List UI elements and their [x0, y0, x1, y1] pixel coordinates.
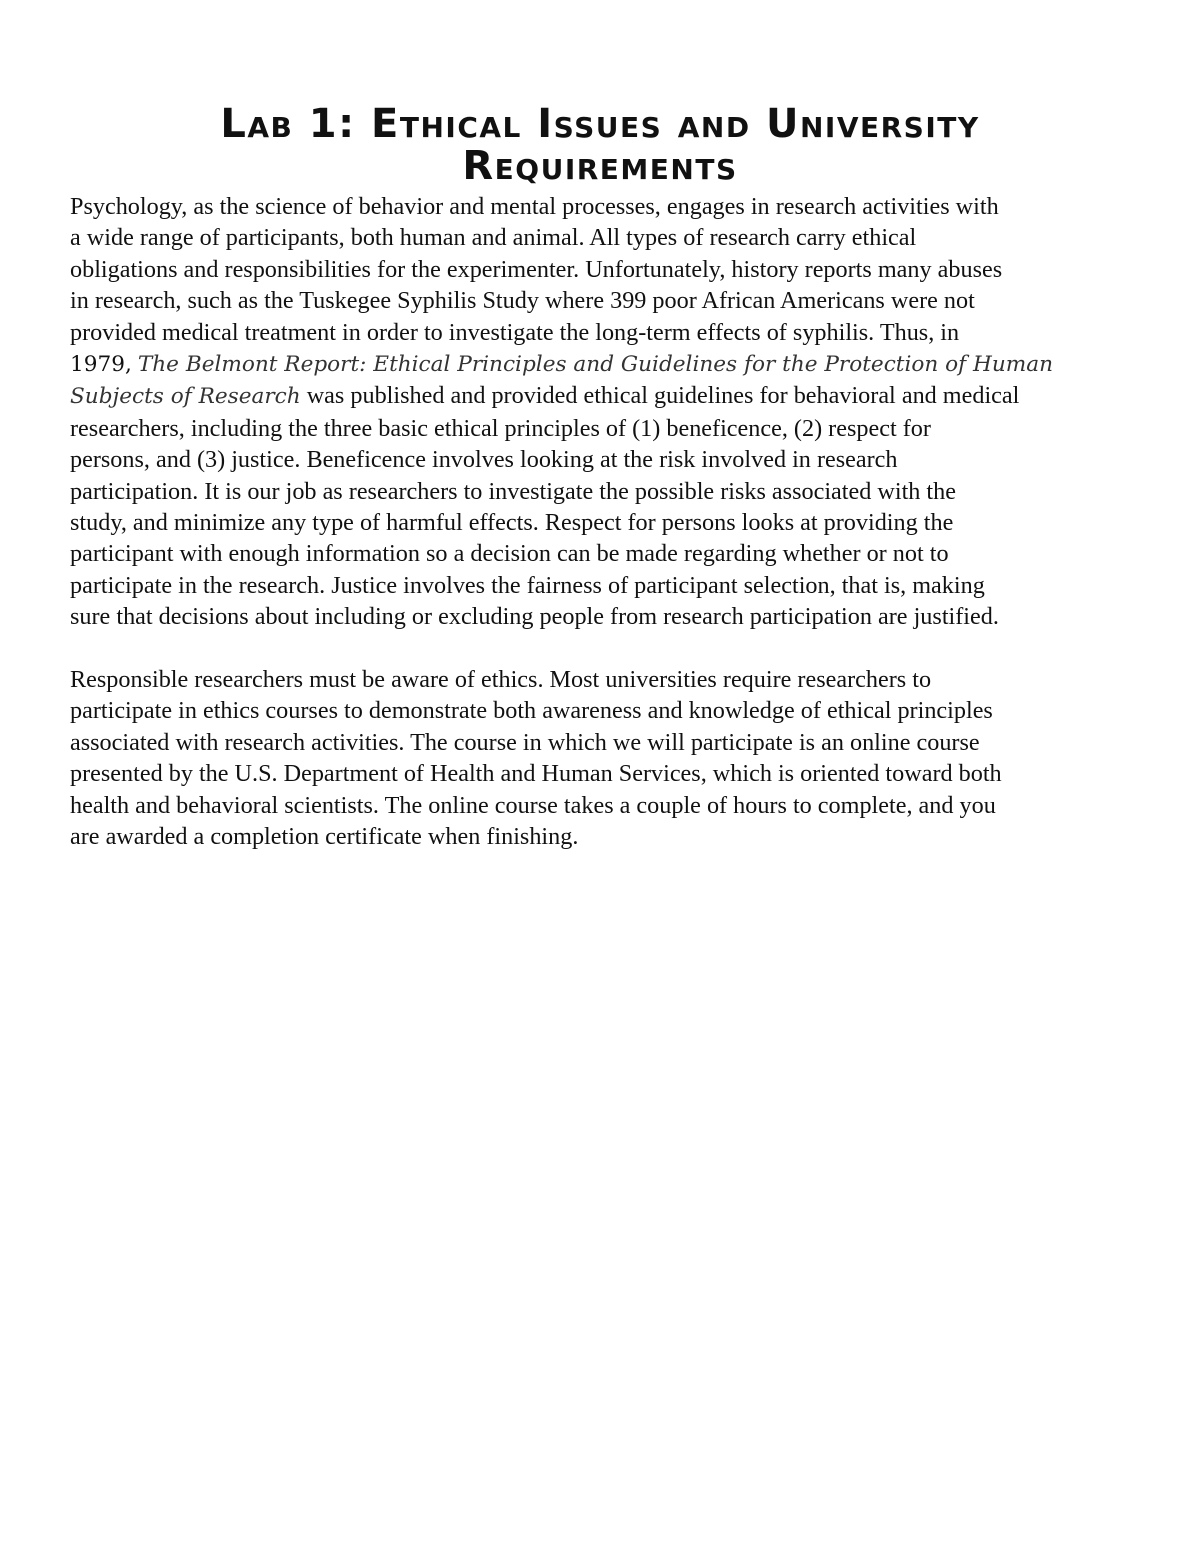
paragraph-ethics-intro: [70, 191, 1140, 633]
text-line: [70, 380, 1140, 412]
text-line: participate in the research. Justice involves the fairness of participant selection, that is, making: [70, 571, 985, 599]
text-line: persons, and (3) justice. Beneficence involves looking at the risk involved in research: [70, 446, 898, 474]
text-line: presented by the U.S. Department of Health and Human Services, which is oriented toward both: [70, 760, 1002, 788]
text-line: are awarded a completion certificate when finishing.: [70, 823, 579, 851]
text-line: health and behavioral scientists. The online course takes a couple of hours to complete, and you: [70, 791, 996, 819]
text-line: Psychology, as the science of behavior and mental processes, engages in research activities with: [70, 193, 999, 220]
report-citation: The Belmont Report: Ethical Principles and Guidelines for the Protection of Human: [137, 352, 1054, 378]
text-line: participation. It is our job as researchers to investigate the possible risks associated with the: [70, 477, 956, 505]
title-line-2: Requirements: [462, 142, 738, 189]
text-line: sure that decisions about including or excluding people from research participation are justified.: [70, 603, 999, 631]
text-line: obligations and responsibilities for the experimenter. Unfortunately, history reports many abuses: [70, 255, 1003, 283]
text-line: provided medical treatment in order to investigate the long-term effects of syphilis. Thus, in: [70, 318, 960, 346]
text-line: in research, such as the Tuskegee Syphilis Study where 399 poor African Americans were not: [70, 287, 975, 315]
text-line: study, and minimize any type of harmful effects. Respect for persons looks at providing the: [70, 509, 954, 537]
text-line: researchers, including the three basic ethical principles of (1) beneficence, (2) respect for: [70, 414, 931, 442]
text-line: a wide range of participants, both human and animal. All types of research carry ethical: [70, 224, 917, 252]
text-line: [70, 348, 1140, 380]
page-title: [0, 100, 1200, 189]
report-citation-cont: Subjects of Research: [70, 384, 301, 410]
report-year: 1979,: [70, 352, 132, 378]
text-line: participate in ethics courses to demonstrate both awareness and knowledge of ethical principles: [70, 697, 993, 725]
document-body: [70, 191, 1140, 853]
text-line: associated with research activities. The course in which we will participate is an online course: [70, 728, 980, 756]
text-fragment: was published and provided ethical guidelines for behavioral and medical: [306, 382, 1020, 410]
paragraph-university-requirements: [70, 664, 1140, 852]
text-line: Responsible researchers must be aware of ethics. Most universities require researchers to: [70, 666, 932, 694]
title-line-1: Lab 1: Ethical Issues and University: [220, 100, 980, 147]
text-line: participant with enough information so a decision can be made regarding whether or not to: [70, 540, 949, 568]
